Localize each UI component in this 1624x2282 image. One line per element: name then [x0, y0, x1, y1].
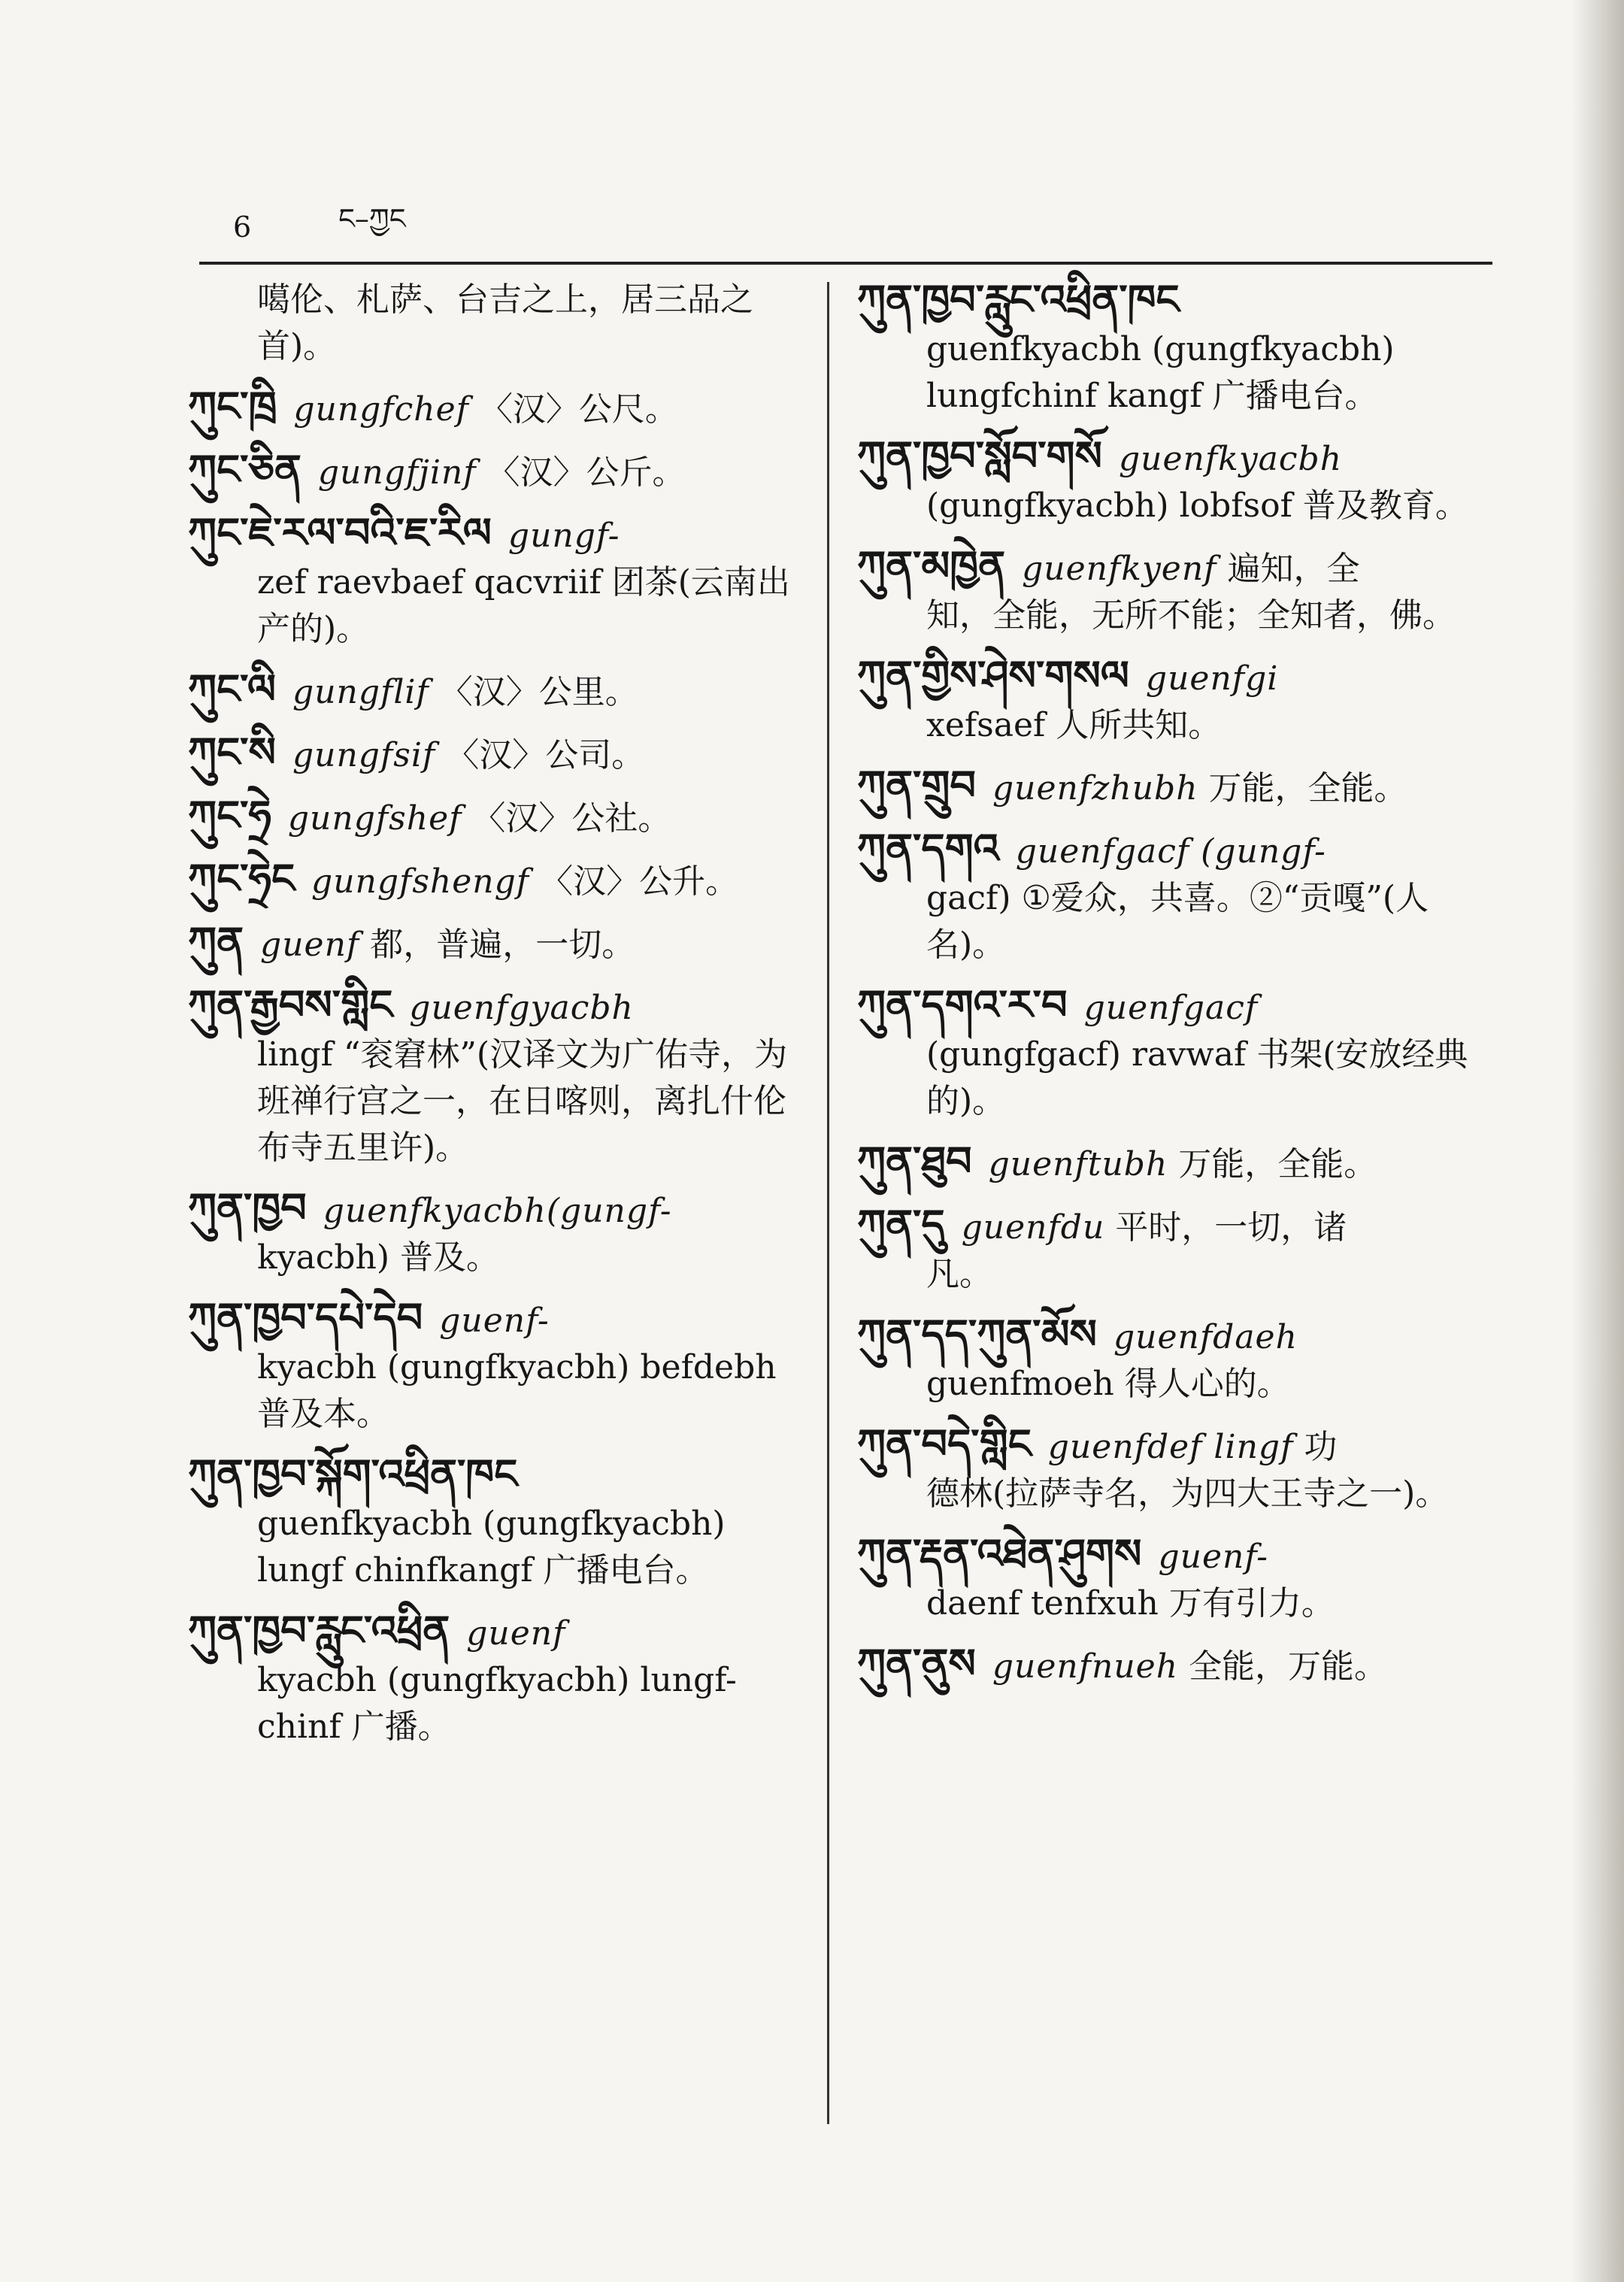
- dictionary-entry: [188, 856, 812, 905]
- entry-headline: [857, 826, 1489, 875]
- dictionary-entry: [857, 543, 1489, 639]
- romanization: guenf: [466, 1614, 566, 1653]
- dictionary-entry: [188, 1295, 812, 1438]
- dictionary-entry: [857, 433, 1489, 529]
- definition: 〈汉〉公尺。: [479, 390, 678, 429]
- dictionary-entry: [857, 1311, 1489, 1408]
- romanization: gungfshengf: [311, 862, 530, 901]
- right-column: [857, 277, 1489, 1704]
- entry-headline: [188, 1608, 812, 1657]
- romanization: guenfdef lingf: [1047, 1428, 1294, 1466]
- entry-body: 德林(拉萨寺名，为四大王寺之一)。: [926, 1474, 1449, 1513]
- entry-headline: [857, 1311, 1489, 1361]
- entry-headline: [857, 1421, 1489, 1471]
- dictionary-entry: [857, 762, 1489, 812]
- running-head: ང–ཀྱང: [338, 202, 406, 235]
- entry-headline: [857, 1531, 1489, 1580]
- tibetan-headword: ཀུན་ཁྱབ་དཔེ་དེབ: [188, 1294, 423, 1341]
- romanization: guenfdaeh: [1113, 1318, 1298, 1356]
- dictionary-entry: [188, 1451, 812, 1594]
- dictionary-entry: [857, 1641, 1489, 1690]
- entry-body: (gungfgacf) ravwaf 书架(安放经典的)。: [926, 1035, 1468, 1120]
- entry-headline: [188, 1185, 812, 1235]
- tibetan-headword: ཀུན་ཁྱབ: [188, 1184, 307, 1232]
- entry-body: 凡。: [926, 1255, 992, 1293]
- definition: 万能，全能。: [1178, 1145, 1377, 1183]
- romanization: gungfchef: [293, 390, 469, 429]
- romanization: gungfsif: [292, 736, 436, 774]
- romanization: guenfkyenf: [1022, 550, 1217, 588]
- entry-headline: [857, 1202, 1489, 1251]
- tibetan-headword: ཀུན་ཐུབ: [857, 1138, 972, 1185]
- entry-headline: [188, 510, 812, 559]
- dictionary-entry: [857, 1421, 1489, 1517]
- tibetan-headword: ཀུང་ལི: [188, 665, 277, 713]
- romanization: guenfnueh: [992, 1647, 1179, 1686]
- header-rule: [199, 262, 1492, 265]
- tibetan-headword: ཀུང་ཁྲི: [188, 383, 277, 430]
- tibetan-headword: ཀུང་ཇེ་རལ་བའི་ཇ་རིལ: [188, 509, 492, 556]
- entry-headline: [857, 277, 1489, 326]
- definition: 〈汉〉公斤。: [486, 453, 686, 492]
- entry-body: kyacbh (gungfkyacbh) befdebh 普及本。: [257, 1348, 777, 1433]
- definition: 万能，全能。: [1208, 769, 1407, 808]
- tibetan-headword: ཀུན་དགའ: [857, 825, 999, 872]
- romanization: gungf-: [508, 517, 620, 555]
- romanization: guenftubh: [988, 1145, 1168, 1183]
- romanization: guenfgyacbh: [409, 989, 634, 1027]
- entry-headline: [188, 383, 812, 433]
- romanization: guenf-: [439, 1302, 550, 1340]
- dictionary-entry: [857, 1202, 1489, 1298]
- dictionary-entry: [857, 653, 1489, 749]
- entry-headline: [188, 919, 812, 968]
- dictionary-entry: [188, 447, 812, 496]
- entry-body: 知，全能，无所不能；全知者，佛。: [926, 596, 1456, 635]
- dictionary-entry: [188, 982, 812, 1171]
- dictionary-entry: [857, 826, 1489, 968]
- page-edge: [1571, 0, 1624, 2282]
- left-column: [188, 277, 812, 1764]
- definition: 平时，一切，诸: [1115, 1208, 1347, 1247]
- tibetan-headword: ཀུང་ཧྲེ: [188, 792, 271, 839]
- romanization: guenf: [260, 926, 360, 964]
- entry-headline: [188, 666, 812, 716]
- tibetan-headword: ཀུན་བདེ་གླིང: [857, 1420, 1032, 1468]
- tibetan-headword: ཀུན་ནུས: [857, 1640, 976, 1687]
- tibetan-headword: ཀུན་དགའ་ར་བ: [857, 981, 1068, 1029]
- entry-headline: [188, 729, 812, 779]
- romanization: guenfkyacbh(gungf-: [323, 1192, 672, 1230]
- romanization: guenfgacf: [1083, 989, 1259, 1027]
- definition: 全能，万能。: [1189, 1647, 1388, 1686]
- tibetan-headword: ཀུང་ཧྲེང: [188, 855, 295, 902]
- definition: 功: [1304, 1428, 1338, 1466]
- entry-body: guenfkyacbh (gungfkyacbh) lungf chinfkangf 广播电台。: [257, 1505, 726, 1590]
- tibetan-headword: ཀུན་རྒྱབས་གླིང: [188, 981, 393, 1029]
- entry-headline: [188, 982, 812, 1032]
- romanization: gungfshef: [287, 799, 462, 838]
- dictionary-entry: [188, 666, 812, 716]
- romanization: guenfdu: [961, 1208, 1105, 1247]
- page-number: 6: [233, 211, 252, 244]
- dictionary-entry: [188, 1608, 812, 1750]
- definition: 遍知，全: [1227, 550, 1360, 588]
- entry-body: kyacbh) 普及。: [257, 1238, 500, 1277]
- dictionary-entry: [857, 277, 1489, 420]
- entry-body: gacf) ①爱众，共喜。②“贡嘎”(人名)。: [926, 879, 1429, 964]
- dictionary-entry: [188, 919, 812, 968]
- entry-body: kyacbh (gungfkyacbh) lungf-chinf 广播。: [257, 1661, 737, 1746]
- dictionary-entry: [188, 510, 812, 653]
- entry-body: guenfkyacbh (gungfkyacbh) lungfchinf kangf 广播电台。: [926, 330, 1395, 415]
- tibetan-headword: ཀུན་དུ: [857, 1201, 945, 1248]
- tibetan-headword: ཀུན་ཁྱབ་སྐོག་འཕྲིན་ཁང: [188, 1450, 518, 1498]
- entry-headline: [188, 1451, 812, 1501]
- entry-headline: [188, 447, 812, 496]
- dictionary-entry: [857, 982, 1489, 1125]
- definition: 〈汉〉公司。: [446, 736, 645, 774]
- definition: 〈汉〉公社。: [472, 799, 671, 838]
- romanization: guenfgacf (gungf-: [1015, 832, 1326, 871]
- tibetan-headword: ཀུན: [188, 918, 244, 965]
- definition: 〈汉〉公里。: [439, 673, 638, 711]
- tibetan-headword: ཀུང་ཅིན: [188, 446, 301, 493]
- tibetan-headword: ཀུན་དད་ཀུན་མོས: [857, 1311, 1097, 1358]
- dictionary-entry: [188, 383, 812, 433]
- romanization: gungfjinf: [317, 453, 477, 492]
- tibetan-headword: ཀུང་སི: [188, 729, 276, 776]
- tibetan-headword: ཀུན་ཁྱབ་རླུང་འཕྲིན་ཁང: [857, 276, 1180, 323]
- dictionary-entry: [857, 1531, 1489, 1627]
- tibetan-headword: ཀུན་ཁྱབ་རླུང་འཕྲིན: [188, 1607, 450, 1654]
- entry-headline: [857, 653, 1489, 702]
- entry-headline: [857, 433, 1489, 483]
- tibetan-headword: ཀུན་ཁྱབ་སློབ་གསོ: [857, 432, 1102, 480]
- definition: 都，普遍，一切。: [370, 926, 635, 964]
- entry-headline: [857, 762, 1489, 812]
- entry-body: guenfmoeh 得人心的。: [926, 1365, 1290, 1403]
- definition: 〈汉〉公升。: [540, 862, 739, 901]
- romanization: guenfkyacbh: [1119, 440, 1343, 478]
- romanization: guenf-: [1158, 1538, 1268, 1576]
- romanization: guenfzhubh: [992, 769, 1198, 808]
- entry-body: daenf tenfxuh 万有引力。: [926, 1584, 1335, 1623]
- entry-headline: [857, 982, 1489, 1032]
- page-header: [233, 202, 1474, 250]
- continuation-text: 噶伦、札萨、台吉之上，居三品之首)。: [257, 280, 753, 365]
- entry-headline: [188, 856, 812, 905]
- entry-headline: [188, 792, 812, 842]
- tibetan-headword: ཀུན་གྱིས་ཤེས་གསལ: [857, 652, 1129, 699]
- dictionary-entry: [188, 792, 812, 842]
- tibetan-headword: ཀུན་གྲུབ: [857, 762, 977, 809]
- entry-headline: [857, 543, 1489, 592]
- entry-headline: [857, 1138, 1489, 1188]
- entry-body: lingf “衮窘林”(汉译文为广佑寺，为班禅行宫之一，在日喀则，离扎什伦布寺五里许)。: [257, 1035, 788, 1167]
- entry-headline: [188, 1295, 812, 1344]
- dictionary-entry: [188, 1185, 812, 1281]
- romanization: guenfgi: [1145, 659, 1279, 698]
- entry-body: zef raevbaef qacvriif 团茶(云南出产的)。: [257, 563, 790, 648]
- romanization: gungflif: [292, 673, 429, 711]
- tibetan-headword: ཀུན་རྡན་འཐེན་ཤུགས: [857, 1530, 1142, 1577]
- entry-body: (gungfkyacbh) lobfsof 普及教育。: [926, 486, 1468, 525]
- tibetan-headword: ཀུན་མཁྱེན: [857, 542, 1006, 589]
- entry-body: xefsaef 人所共知。: [926, 706, 1222, 744]
- column-divider: [827, 282, 829, 2124]
- entry-headline: [857, 1641, 1489, 1690]
- dictionary-entry: [188, 729, 812, 779]
- dictionary-entry: [857, 1138, 1489, 1188]
